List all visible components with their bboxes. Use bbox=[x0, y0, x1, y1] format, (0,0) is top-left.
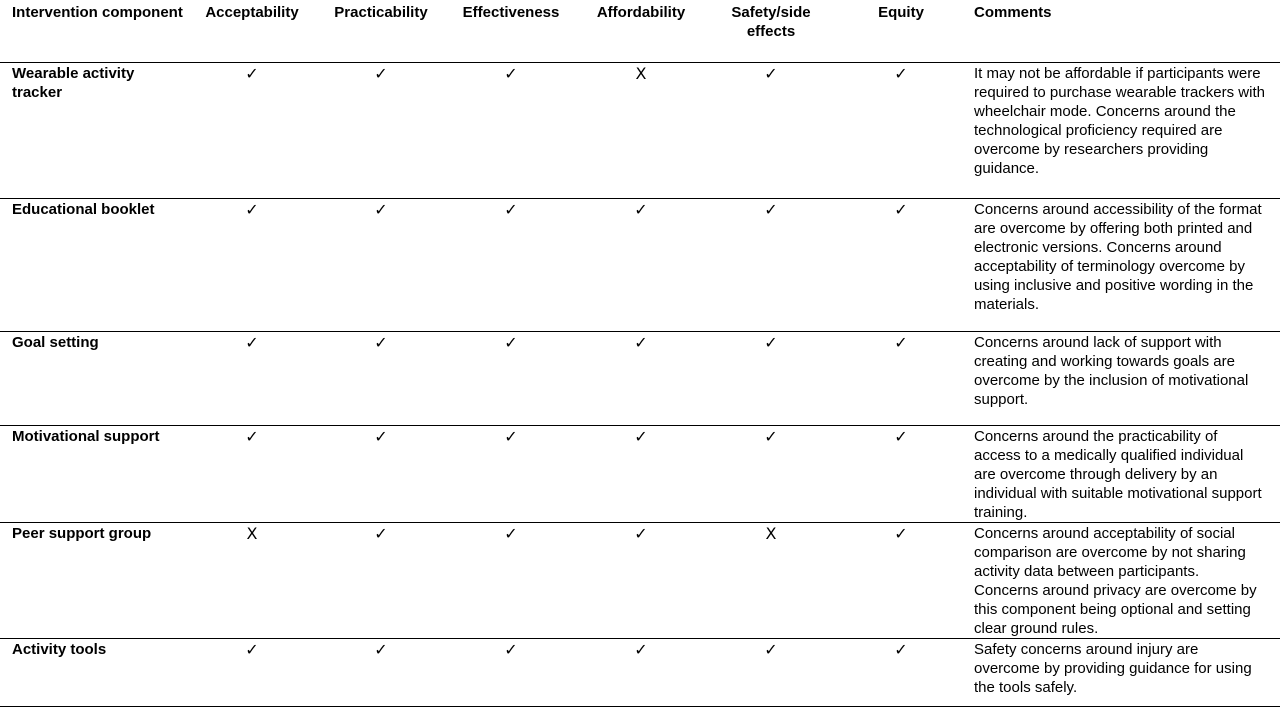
mark-acceptability: ✓ bbox=[188, 63, 316, 199]
component-name: Educational booklet bbox=[0, 199, 188, 332]
mark-effectiveness: ✓ bbox=[446, 523, 576, 639]
component-name: Peer support group bbox=[0, 523, 188, 639]
mark-practicability: ✓ bbox=[316, 332, 446, 426]
mark-equity: ✓ bbox=[836, 523, 966, 639]
component-name: Goal setting bbox=[0, 332, 188, 426]
comment-text: Concerns around acceptability of social comparison are overcome by not sharing activity data between participants. Concerns around privacy are overcome by this component being optional and setting clear ground rules. bbox=[966, 523, 1280, 639]
mark-safety: ✓ bbox=[706, 199, 836, 332]
mark-affordability: ✓ bbox=[576, 639, 706, 707]
mark-safety: ✓ bbox=[706, 332, 836, 426]
mark-effectiveness: ✓ bbox=[446, 426, 576, 523]
mark-equity: ✓ bbox=[836, 199, 966, 332]
mark-acceptability: X bbox=[188, 523, 316, 639]
header-equity: Equity bbox=[836, 0, 966, 63]
mark-affordability: X bbox=[576, 63, 706, 199]
mark-acceptability: ✓ bbox=[188, 199, 316, 332]
table-row bbox=[0, 63, 1280, 199]
mark-equity: ✓ bbox=[836, 639, 966, 707]
mark-affordability: ✓ bbox=[576, 523, 706, 639]
component-name: Activity tools bbox=[0, 639, 188, 707]
table-row bbox=[0, 426, 1280, 523]
header-affordability: Affordability bbox=[576, 0, 706, 63]
table-body bbox=[0, 63, 1280, 707]
table-row bbox=[0, 199, 1280, 332]
mark-safety: ✓ bbox=[706, 426, 836, 523]
mark-affordability: ✓ bbox=[576, 426, 706, 523]
header-intervention-component: Intervention component bbox=[0, 0, 188, 63]
mark-effectiveness: ✓ bbox=[446, 63, 576, 199]
header-safety-side-effects: Safety/side effects bbox=[706, 0, 836, 63]
header-acceptability: Acceptability bbox=[188, 0, 316, 63]
mark-safety: ✓ bbox=[706, 639, 836, 707]
header-practicability: Practicability bbox=[316, 0, 446, 63]
mark-equity: ✓ bbox=[836, 63, 966, 199]
component-name: Wearable activity tracker bbox=[0, 63, 188, 199]
mark-practicability: ✓ bbox=[316, 639, 446, 707]
comment-text: Concerns around lack of support with creating and working towards goals are overcome by the inclusion of motivational support. bbox=[966, 332, 1280, 426]
mark-effectiveness: ✓ bbox=[446, 332, 576, 426]
mark-practicability: ✓ bbox=[316, 523, 446, 639]
mark-practicability: ✓ bbox=[316, 199, 446, 332]
mark-practicability: ✓ bbox=[316, 426, 446, 523]
header-row bbox=[0, 0, 1280, 63]
table-row bbox=[0, 332, 1280, 426]
mark-acceptability: ✓ bbox=[188, 639, 316, 707]
mark-safety: ✓ bbox=[706, 63, 836, 199]
table-row bbox=[0, 523, 1280, 639]
mark-equity: ✓ bbox=[836, 426, 966, 523]
header-effectiveness: Effectiveness bbox=[446, 0, 576, 63]
mark-practicability: ✓ bbox=[316, 63, 446, 199]
comment-text: Concerns around the practicability of access to a medically qualified individual are overcome through delivery by an individual with suitable motivational support training. bbox=[966, 426, 1280, 523]
comment-text: It may not be affordable if participants were required to purchase wearable trackers with wheelchair mode. Concerns around the technological proficiency required are overcome by researchers providing guidance. bbox=[966, 63, 1280, 199]
component-name: Motivational support bbox=[0, 426, 188, 523]
mark-acceptability: ✓ bbox=[188, 332, 316, 426]
mark-effectiveness: ✓ bbox=[446, 639, 576, 707]
mark-acceptability: ✓ bbox=[188, 426, 316, 523]
mark-effectiveness: ✓ bbox=[446, 199, 576, 332]
mark-affordability: ✓ bbox=[576, 199, 706, 332]
mark-safety: X bbox=[706, 523, 836, 639]
header-comments: Comments bbox=[966, 0, 1280, 63]
table-header bbox=[0, 0, 1280, 63]
mark-equity: ✓ bbox=[836, 332, 966, 426]
comment-text: Concerns around accessibility of the format are overcome by offering both printed and electronic versions. Concerns around acceptability of terminology overcome by using inclusive and positive wording in the materials. bbox=[966, 199, 1280, 332]
table-row bbox=[0, 639, 1280, 707]
mark-affordability: ✓ bbox=[576, 332, 706, 426]
comment-text: Safety concerns around injury are overcome by providing guidance for using the tools safely. bbox=[966, 639, 1280, 707]
